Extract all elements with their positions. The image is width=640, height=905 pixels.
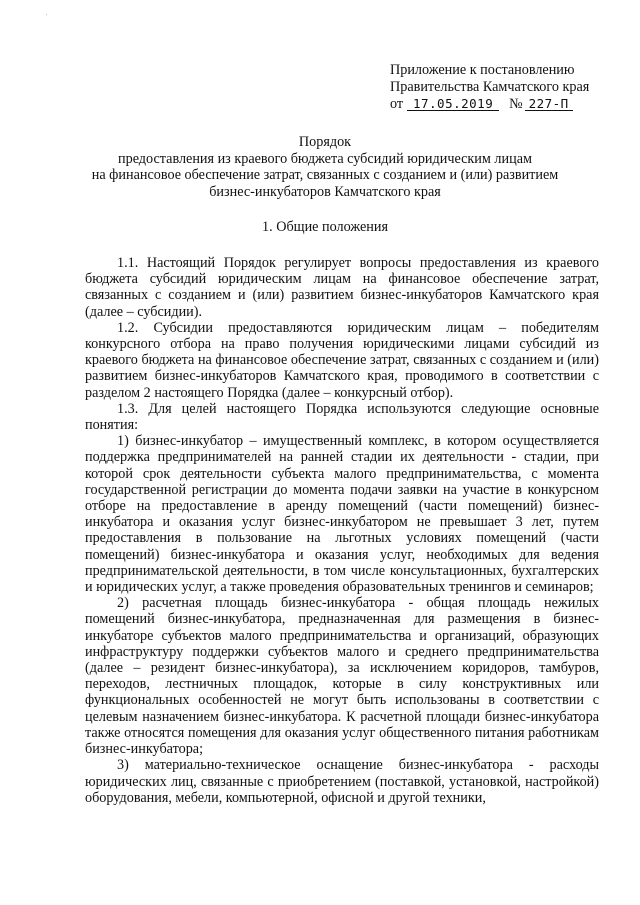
approval-date-line xyxy=(390,96,610,113)
approval-number: 227-П xyxy=(525,97,573,111)
approval-block xyxy=(390,62,610,113)
title-line-3: на финансовое обеспечение затрат, связанных с созданием и (или) развитием xyxy=(91,167,559,184)
approval-line-2: Правительства Камчатского края xyxy=(390,79,590,95)
title-line-2: предоставления из краевого бюджета субсидий юридическим лицам xyxy=(118,150,532,167)
document-body xyxy=(85,255,599,806)
definition-3: 3) материально-техническое оснащение бизнес-инкубатора - расходы юридических лиц, связанные с приобретением (поставкой, установкой, настройкой) оборудования, мебели, компьютерной, офисной и другой техники, xyxy=(85,757,599,806)
document-title xyxy=(60,134,590,200)
paragraph-1-3: 1.3. Для целей настоящего Порядка используются следующие основные понятия: xyxy=(85,400,599,434)
title-line-4: бизнес-инкубаторов Камчатского края xyxy=(209,183,441,200)
section-heading: 1. Общие положения xyxy=(262,219,388,235)
number-label: № xyxy=(509,96,523,112)
approval-line-1: Приложение к постановлению xyxy=(390,62,575,78)
paragraph-1-2: 1.2. Субсидии предоставляются юридическим лицам – победителям конкурсного отбора на право получения юридическими лицами субсидий из краевого бюджета на финансовое обеспечение затрат, связанных с созданием и (или) развитием бизнес-инкубаторов Камчатского края, проводимого в соответствии с разделом 2 настоящего Порядка (далее – конкурсный отбор). xyxy=(85,319,599,401)
definition-1: 1) бизнес-инкубатор – имущественный комплекс, в котором осуществляется поддержка предпринимателей на ранней стадии их деятельности - стадии, при которой срок деятельности субъекта малого предпринимательства, с момента государственной регистрации до момента подачи заявки на участие в конкурсном отборе на предоставление в аренду помещений (части помещений) бизнес-инкубатора и оказания услуг бизнес-инкубатором не превышает 3 лет, путем предоставления в пользование на льготных условиях помещений (части помещений) бизнес-инкубатора и оказания услуг, необходимых для ведения предпринимательской деятельности, в том числе консультационных, бухгалтерских и юридических услуг, а также проведения образовательных тренингов и семинаров; xyxy=(85,433,599,596)
definition-2: 2) расчетная площадь бизнес-инкубатора - общая площадь нежилых помещений бизнес-инкубатора, предназначенная для размещения в бизнес-инкубаторе субъектов малого предпринимательства и организаций, образующих инфраструктуру поддержки субъектов малого и среднего предпринимательства (далее – резидент бизнес-инкубатора), за исключением коридоров, тамбуров, переходов, лестничных площадок, которые в силу конструктивных или функциональных особенностей не могут быть использованы в соответствии с целевым назначением бизнес-инкубатора. К расчетной площади бизнес-инкубатора также относятся помещения для оказания услуг общественного питания работникам бизнес-инкубатора; xyxy=(85,595,599,758)
date-prefix: от xyxy=(390,96,404,112)
scan-mark: ' xyxy=(46,14,48,20)
paragraph-1-1: 1.1. Настоящий Порядок регулирует вопросы предоставления из краевого бюджета субсидий юридическим лицам на финансовое обеспечение затрат, связанных с созданием и (или) развитием бизнес-инкубаторов Камчатского края (далее – субсидии). xyxy=(85,255,599,320)
title-line-1: Порядок xyxy=(298,134,352,150)
approval-date: 17.05.2019 xyxy=(407,97,499,111)
